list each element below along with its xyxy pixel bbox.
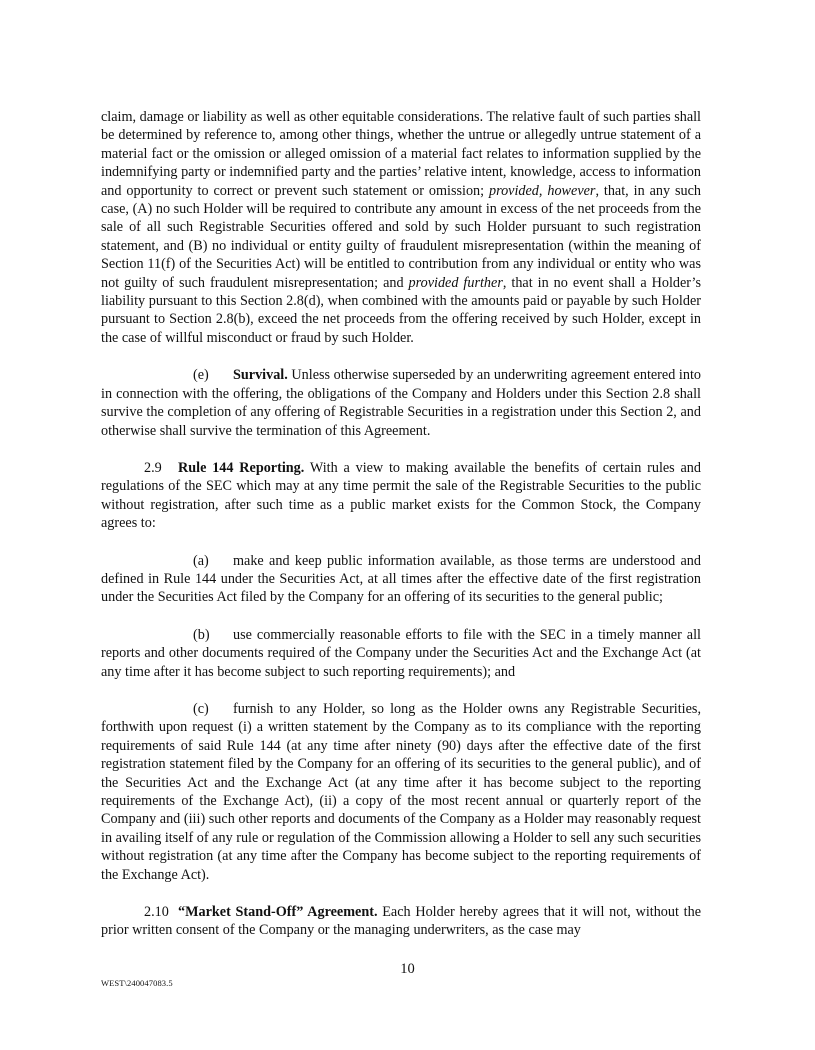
document-id: WEST\240047083.5 [101,978,173,988]
section-2-10 [101,903,701,940]
section-2-9-text: With a view to making available the benefits of certain rules and regulations of the SEC which may at any time permit the sale of the Registrable Securities to the public without registration, after such time as a public market exists for the Common Stock, the Company agrees to: [101,459,701,532]
paragraph-c [101,700,701,884]
paragraph-survival [101,366,701,440]
paragraph-b [101,626,701,681]
section-number: 2.10 [144,904,169,921]
contribution-text-2: , that, in any such case, (A) no such Holder will be required to contribute any amount in excess of the net proceeds from the sale of all such Registrable Securities offered and sold by such Holder pursuant to such registration statement, and (B) no individual or entity guilty of fraudulent misrepresentation (within the meaning of Section 11(f) of the Securities Act) will be entitled to contribution from any individual or entity who was not guilty of such fraudulent misrepresentation; and [101,182,701,291]
paragraph-contribution-continued [101,108,701,347]
survival-text: Unless otherwise superseded by an underwriting agreement entered into in connection with the offering, the obligations of the Company and Holders under this Section 2.8 shall survive the completion of any offering of Registrable Securities in a registration under this Section 2, and otherwise shall survive the termination of this Agreement. [101,367,701,439]
proviso-provided-however: provided, however [489,182,596,199]
subsection-label: (a) [193,552,209,569]
proviso-provided-further: provided further [408,274,503,291]
contribution-text-1: claim, damage or liability as well as other equitable considerations. The relative fault of such parties shall be determined by reference to, among other things, whether the untrue or allegedly untrue statement of a material fact or the omission or alleged omission of a material fact relates to information supplied by the indemnifying party or indemnified party and the parties’ relative intent, knowledge, access to information and opportunity to correct or prevent such statement or omission; [101,109,701,199]
paragraph-b-text: use commercially reasonable efforts to file with the SEC in a timely manner all reports and other documents required of the Company under the Securities Act and the Exchange Act (at any time after it has become subject to such reporting requirements); and [101,626,701,680]
section-heading: Rule 144 Reporting. [178,459,305,476]
section-number: 2.9 [144,459,162,476]
section-heading: “Market Stand-Off” Agreement. [178,904,378,921]
section-2-9 [101,459,701,533]
paragraph-a-text: make and keep public information available, as those terms are understood and defined in Rule 144 under the Securities Act, at all times after the effective date of the first registration under the Securities Act filed by the Company for an offering of its securities to the general public; [101,552,701,606]
document-page [101,108,701,940]
subsection-heading: Survival. [233,367,288,384]
subsection-label: (c) [193,700,209,717]
paragraph-c-text: furnish to any Holder, so long as the Holder owns any Registrable Securities, forthwith upon request (i) a written statement by the Company as to its compliance with the reporting requirements of said Rule 144 (at any time after ninety (90) days after the effective date of the first registration statement filed by the Company for an offering of its securities to the general public), and of the Securities Act and the Exchange Act (at any time after it has become subject to the reporting requirements of the Exchange Act), (ii) a copy of the most recent annual or quarterly report of the Company and (iii) such other reports and documents of the Company as a Holder may reasonably request in availing itself of any rule or regulation of the Commission allowing a Holder to sell any such securities without registration (at any time after the Company has become subject to the reporting requirements of the Exchange Act). [101,700,701,883]
paragraph-a [101,552,701,607]
page-number: 10 [400,961,415,977]
section-2-10-text: Each Holder hereby agrees that it will not, without the prior written consent of the Company or the managing underwriters, as the case may [101,904,701,939]
contribution-text-3: , that in no event shall a Holder’s liability pursuant to this Section 2.8(d), when combined with the amounts paid or payable by such Holder pursuant to Section 2.8(b), exceed the net proceeds from the offering received by such Holder, except in the case of willful misconduct or fraud by such Holder. [101,274,701,346]
subsection-label: (e) [193,367,209,384]
subsection-label: (b) [193,626,210,643]
